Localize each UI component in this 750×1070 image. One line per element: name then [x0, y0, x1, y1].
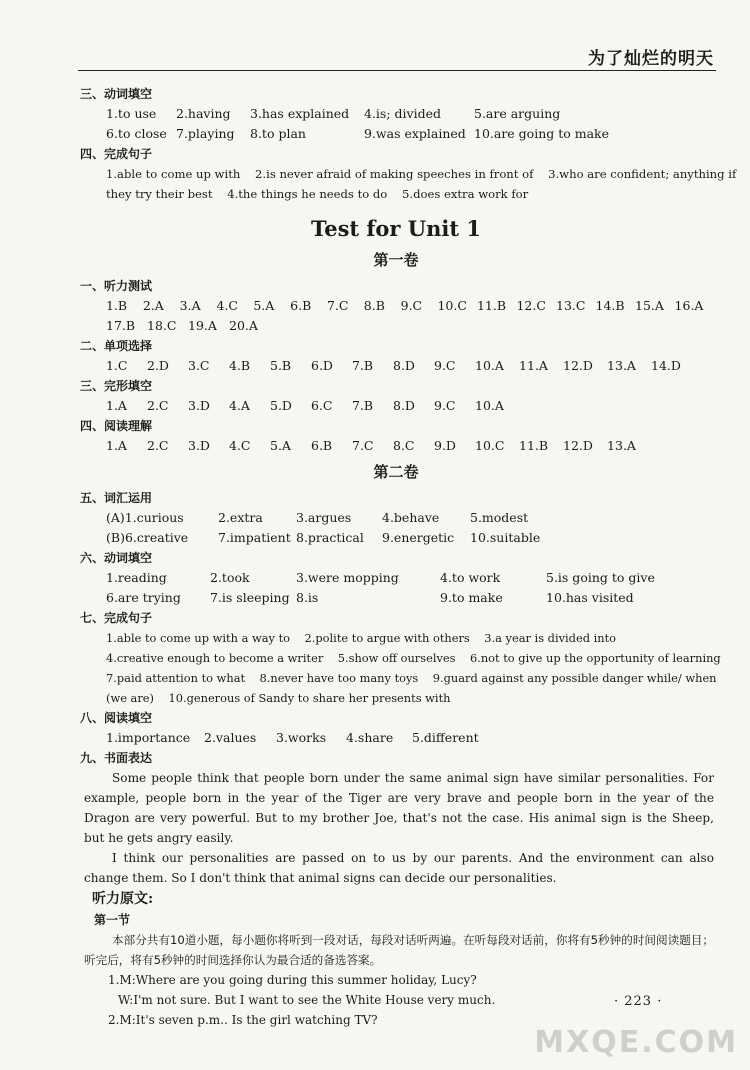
answer: 4.share [346, 730, 394, 745]
answer: 5.A [270, 438, 291, 453]
answer: 9.energetic [382, 530, 455, 545]
answer-line: 7.paid attention to what 8.never have too many toys 9.guard against any possible danger while/ when [106, 671, 717, 685]
answer: 7.C [326, 298, 349, 313]
answer: 2.C [147, 398, 169, 413]
answer: 7.B [352, 398, 374, 413]
answer-row [106, 588, 714, 608]
listening-subheading: 第一节 [94, 913, 131, 927]
answer: 12.C [516, 298, 546, 313]
answer: 7.is sleeping [210, 590, 290, 605]
section-heading: 七、完成句子 [80, 611, 153, 625]
answer: 10.has visited [546, 590, 634, 605]
answer: 15.A [635, 298, 664, 313]
answer-line: 1.able to come up with a way to 2.polite to argue with others 3.a year is divided into [106, 631, 617, 645]
answer: 10.A [475, 358, 504, 373]
answer: 2.took [210, 570, 250, 585]
answer: 6.B [290, 298, 312, 313]
answer-row [106, 436, 714, 456]
answer: 9.C [434, 398, 456, 413]
answer: 5.B [270, 358, 292, 373]
answer: 4.A [229, 398, 250, 413]
answer: 1.B [106, 298, 128, 313]
answer: 2.extra [218, 510, 263, 525]
answer-row [106, 316, 714, 336]
answer: 2.having [176, 106, 231, 121]
answer: (B)6.creative [106, 530, 189, 545]
answer: 13.A [607, 438, 636, 453]
answer: 4.is; divided [364, 106, 441, 121]
page-header-title: 为了灿烂的明天 [588, 49, 714, 69]
volume-title: 第二卷 [373, 463, 419, 481]
answer: 8.is [296, 590, 319, 605]
answer: 10.are going to make [474, 126, 610, 141]
essay-paragraph: Some people think that people born under the same animal sign have similar personalities. For example, people born in the year of the Tiger are very brave and people born in the year of the Dragon are very powerful. But to my brother Joe, that's not the case. His animal sign is the Sheep, but he gets angry easily. [84, 771, 714, 845]
answer: 8.C [393, 438, 415, 453]
page-content [78, 84, 737, 1030]
dialogue-line: 1.M:Where are you going during this summer holiday, Lucy? [108, 973, 477, 987]
answer-row [106, 528, 714, 548]
essay-paragraph: I think our personalities are passed on to us by our parents. And the environment can also change them. So I don't think that animal signs can decide our personalities. [84, 851, 714, 885]
answer: 11.B [476, 298, 507, 313]
answer: 5.different [412, 730, 479, 745]
answer: 16.A [674, 298, 704, 313]
answer: 7.C [352, 438, 374, 453]
answer: 8.D [393, 358, 415, 373]
dialogue-line: 2.M:It's seven p.m.. Is the girl watching TV? [108, 1013, 378, 1027]
answer-line: they try their best 4.the things he needs to do 5.does extra work for [106, 187, 529, 201]
watermark: MXQE.COM [534, 1025, 738, 1060]
answer: 11.A [519, 358, 548, 373]
answer-row [106, 568, 714, 588]
answer: 3.D [188, 438, 210, 453]
answer: 20.A [229, 318, 258, 333]
answer-row [106, 396, 714, 416]
answer: 2.values [204, 730, 257, 745]
answer: 5.A [253, 298, 275, 313]
answer-line: 4.creative enough to become a writer 5.show off ourselves 6.not to give up the opportunity of learning [106, 651, 721, 665]
listening-intro: 本部分共有10道小题，每小题你将听到一段对话，每段对话听两遍。在听每段对话前，你将有5秒钟的时间阅读题目；听完后，将有5秒钟的时间选择你认为最合适的备选答案。 [84, 933, 714, 967]
answer: 10.suitable [470, 530, 541, 545]
answer: 3.were mopping [296, 570, 399, 585]
answer: 8.practical [296, 530, 364, 545]
answer: 9.D [434, 438, 456, 453]
answer: 7.playing [176, 126, 235, 141]
answer: 9.C [400, 298, 423, 313]
answer: 7.impatient [218, 530, 291, 545]
answer: 14.D [651, 358, 681, 373]
test-title: Test for Unit 1 [310, 216, 481, 241]
answer: 4.C [229, 438, 251, 453]
answer: 7.B [352, 358, 374, 373]
answer: 3.has explained [250, 106, 350, 121]
answer: 5.are arguing [474, 106, 561, 121]
section-heading: 三、动词填空 [80, 87, 153, 101]
essay [84, 768, 714, 888]
dialogue-line: W:I'm not sure. But I want to see the White House very much. [118, 993, 496, 1007]
page-number: · 223 · [614, 994, 663, 1009]
answer: 2.A [142, 298, 164, 313]
volume-title: 第一卷 [373, 251, 419, 269]
answer: 1.C [106, 358, 128, 373]
answer: 18.C [147, 318, 177, 333]
listening-heading: 听力原文: [92, 891, 154, 907]
answer: 17.B [106, 318, 136, 333]
answer: 4.behave [382, 510, 440, 525]
answer: 6.are trying [106, 590, 181, 605]
answer: 12.D [563, 358, 593, 373]
answer: 12.D [563, 438, 593, 453]
answer: 1.to use [106, 106, 157, 121]
section-heading: 五、词汇运用 [80, 491, 153, 505]
answer: 9.was explained [364, 126, 466, 141]
answer: 1.reading [106, 570, 167, 585]
section-heading: 六、动词填空 [80, 551, 153, 565]
answer-row [106, 296, 714, 316]
answer: 5.modest [470, 510, 529, 525]
answer: 2.C [147, 438, 169, 453]
answer: 10.A [475, 398, 504, 413]
answer: 8.D [393, 398, 415, 413]
answer-line: 1.able to come up with 2.is never afraid of making speeches in front of 3.who are confident; anything if [106, 167, 737, 181]
answer: 3.A [179, 298, 201, 313]
answer: 5.D [270, 398, 292, 413]
answer: 13.C [556, 298, 586, 313]
section-heading: 二、单项选择 [80, 339, 153, 353]
answer: 1.A [106, 398, 127, 413]
answer-row [106, 508, 714, 528]
answer: 1.A [106, 438, 127, 453]
answer: (A)1.curious [106, 510, 184, 525]
section-heading: 一、听力测试 [80, 279, 153, 293]
header-rule [78, 70, 716, 71]
answer: 8.B [363, 298, 385, 313]
section-heading: 四、完成句子 [80, 147, 153, 161]
answer-row [106, 124, 714, 144]
answer: 10.C [437, 298, 467, 313]
answer-line: (we are) 10.generous of Sandy to share her presents with [106, 691, 451, 705]
answer-row [106, 356, 714, 376]
answer: 3.C [188, 358, 210, 373]
answer: 4.B [229, 358, 251, 373]
section-heading: 四、阅读理解 [80, 419, 153, 433]
section-heading: 三、完形填空 [80, 379, 153, 393]
answer: 3.argues [296, 510, 352, 525]
answer: 13.A [607, 358, 636, 373]
answer: 10.C [475, 438, 505, 453]
answer: 2.D [147, 358, 169, 373]
answer: 1.importance [106, 730, 191, 745]
answer-row [106, 728, 714, 748]
answer: 11.B [519, 438, 549, 453]
answer: 9.to make [440, 590, 503, 605]
answer: 3.D [188, 398, 210, 413]
answer: 4.to work [440, 570, 501, 585]
answer: 6.to close [106, 126, 167, 141]
answer: 8.to plan [250, 126, 306, 141]
answer: 3.works [276, 730, 327, 745]
section-heading: 九、书面表达 [80, 751, 153, 765]
answer-row [106, 104, 714, 124]
answer: 5.is going to give [546, 570, 655, 585]
section-heading: 八、阅读填空 [80, 711, 153, 725]
answer: 6.C [311, 398, 333, 413]
answer: 6.D [311, 358, 333, 373]
answer: 4.C [216, 298, 238, 313]
answer: 9.C [434, 358, 456, 373]
answer: 6.B [311, 438, 333, 453]
answer: 19.A [188, 318, 217, 333]
answer: 14.B [595, 298, 625, 313]
